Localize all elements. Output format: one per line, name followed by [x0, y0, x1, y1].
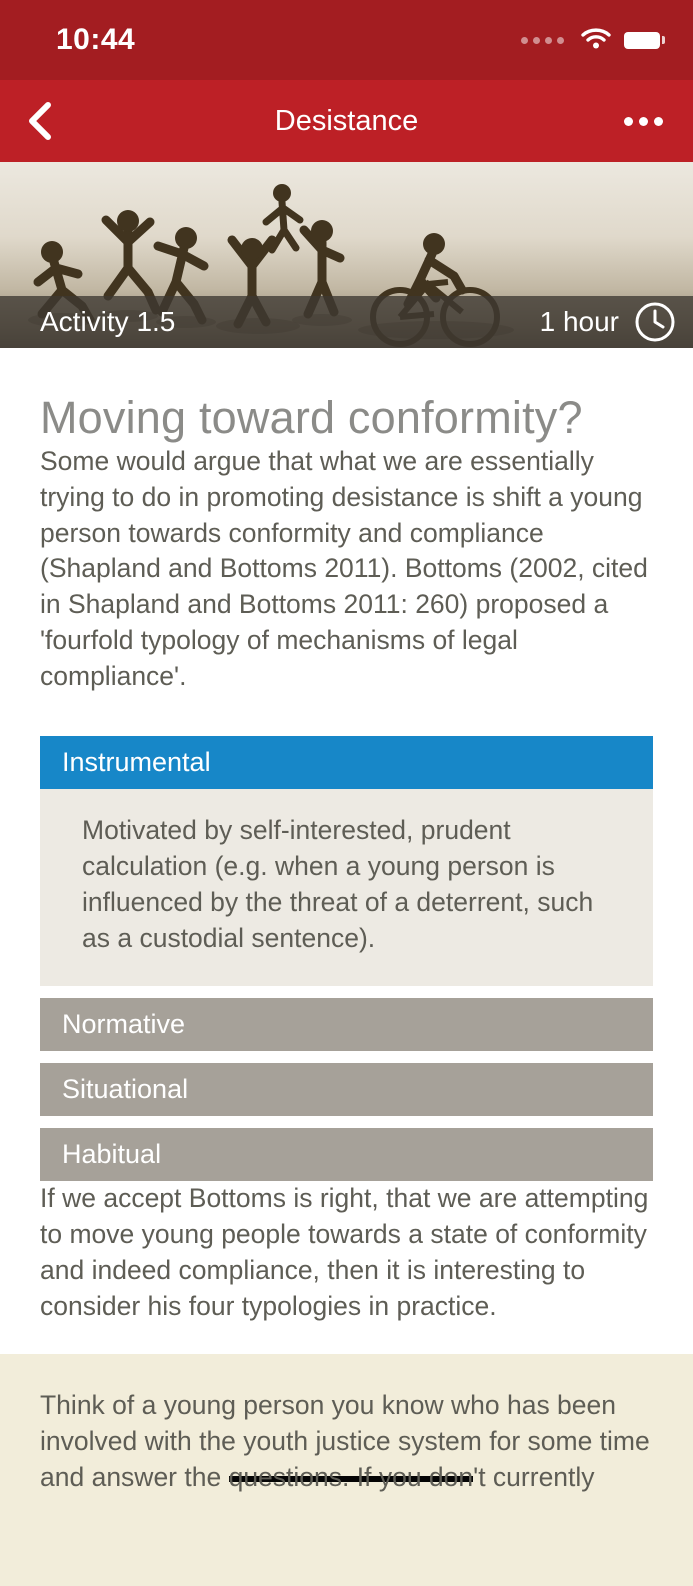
- compliance-accordion: [40, 736, 653, 1181]
- closing-paragraph: If we accept Bottoms is right, that we are attempting to move young people towards a state of conformity and indeed compliance, then it is interesting to consider his four typologies in practice.: [40, 1183, 649, 1321]
- task-text-struck: questions. If you don: [228, 1462, 474, 1493]
- accordion-item-instrumental[interactable]: Instrumental: [40, 736, 653, 789]
- hero-image: [0, 162, 693, 348]
- accordion-item-normative[interactable]: Normative: [40, 998, 653, 1051]
- task-paragraph: [40, 1388, 653, 1495]
- clock-icon: [633, 300, 677, 344]
- cellular-signal-icon: [521, 37, 564, 44]
- hero-overlay-bar: [0, 296, 693, 348]
- clock-time: 10:44: [56, 23, 136, 56]
- overflow-menu-button[interactable]: [620, 107, 667, 136]
- task-text-after: 't currently: [473, 1462, 595, 1493]
- chevron-left-icon: [26, 101, 52, 141]
- page-title: Desistance: [274, 104, 419, 137]
- accordion-panel-instrumental: [40, 789, 653, 986]
- duration-text: 1 hour: [539, 306, 619, 337]
- task-box: [0, 1354, 693, 1585]
- status-icons: [521, 26, 665, 55]
- navigation-bar: [0, 80, 693, 162]
- accordion-panel-text: Motivated by self-interested, prudent calculation (e.g. when a young person is influenced by the threat of a deterrent, such as a custodial sentence).: [82, 815, 594, 953]
- intro-paragraph: Some would argue that what we are essentially trying to do in promoting desistance is shift a young person towards conformity and compliance (Shapland and Bottoms 2011). Bottoms (2002, cited in Shapland and Bottoms 2011: 260) proposed a 'fourfold typology of mechanisms of legal compliance'.: [40, 446, 648, 691]
- accordion-item-habitual[interactable]: Habitual: [40, 1128, 653, 1181]
- back-button[interactable]: [26, 99, 66, 143]
- wifi-icon: [580, 26, 612, 55]
- accordion-item-situational[interactable]: Situational: [40, 1063, 653, 1116]
- duration-label: [540, 300, 677, 344]
- page-content: [0, 392, 693, 1324]
- status-bar: [0, 0, 693, 80]
- activity-label: Activity 1.5: [40, 306, 176, 337]
- page-heading: Moving toward conformity?: [40, 392, 583, 443]
- ellipsis-icon: [624, 117, 633, 126]
- task-text-before: Think of a young person you know who has been involved with the youth justice system for some time and answer the: [40, 1390, 650, 1493]
- battery-icon: [624, 32, 665, 49]
